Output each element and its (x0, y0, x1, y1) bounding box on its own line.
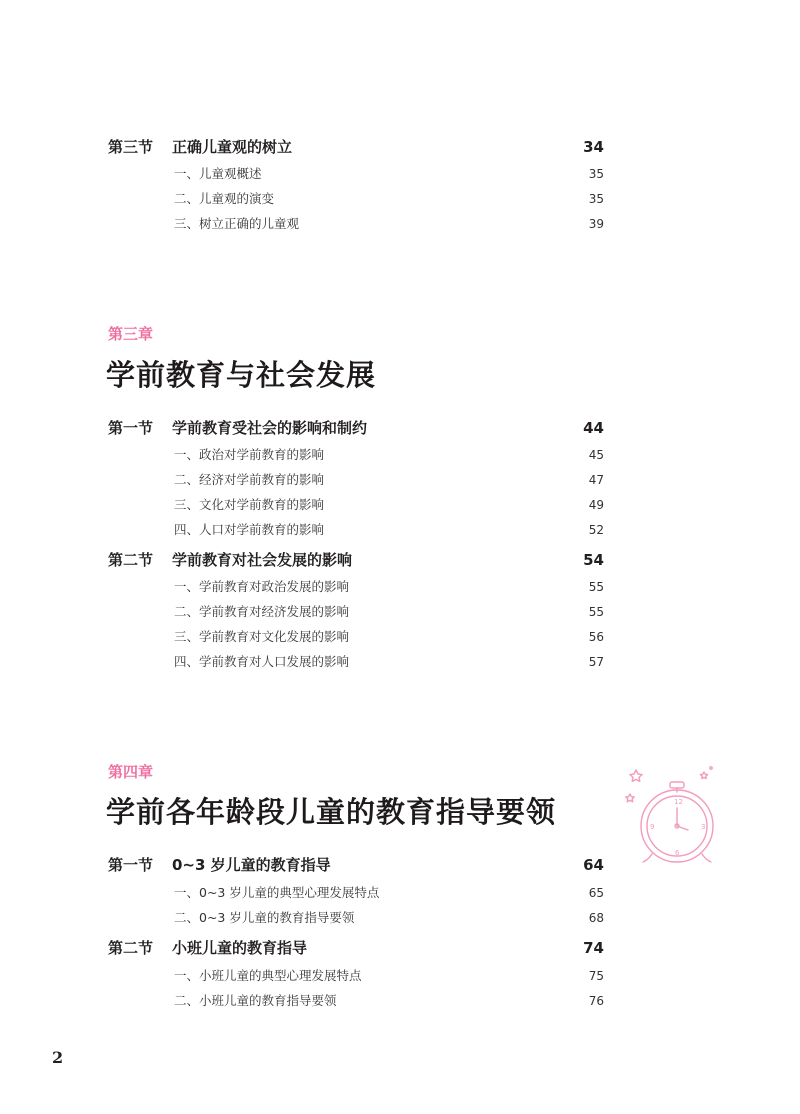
toc-item-row[interactable] (108, 520, 604, 540)
item-page-number: 55 (588, 580, 604, 594)
toc-item-row[interactable] (108, 991, 604, 1011)
item-title: 四、学前教育对人口发展的影响 (174, 654, 350, 669)
section-title: 学前教育受社会的影响和制约 (172, 419, 368, 437)
toc-section-row[interactable] (108, 854, 604, 876)
item-page-number: 76 (588, 994, 604, 1008)
item-title: 一、学前教育对政治发展的影响 (174, 579, 350, 594)
item-page-number: 56 (588, 630, 604, 644)
item-title: 四、人口对学前教育的影响 (174, 522, 325, 537)
toc-item-row[interactable] (108, 627, 604, 647)
svg-text:9: 9 (650, 823, 655, 831)
toc-item-row[interactable] (108, 602, 604, 622)
section-title: 学前教育对社会发展的影响 (172, 551, 353, 569)
item-title: 一、儿童观概述 (174, 166, 262, 181)
section-page-number: 64 (583, 856, 604, 874)
section-title: 正确儿童观的树立 (172, 138, 293, 156)
section-label: 第三节 (108, 138, 154, 156)
item-page-number: 39 (588, 217, 604, 231)
item-title: 三、学前教育对文化发展的影响 (174, 629, 350, 644)
chapter-label: 第四章 (108, 763, 154, 781)
section-label: 第一节 (108, 856, 154, 874)
chapter-title[interactable]: 学前教育与社会发展 (106, 358, 377, 392)
item-page-number: 35 (588, 167, 604, 181)
item-title: 二、小班儿童的教育指导要领 (174, 993, 337, 1008)
item-title: 二、儿童观的演变 (174, 191, 275, 206)
item-page-number: 68 (588, 911, 604, 925)
item-page-number: 45 (588, 448, 604, 462)
chapter-label: 第三章 (108, 325, 154, 343)
svg-text:3: 3 (701, 823, 706, 831)
item-title: 二、学前教育对经济发展的影响 (174, 604, 350, 619)
toc-item-row[interactable] (108, 445, 604, 465)
item-title: 一、政治对学前教育的影响 (174, 447, 325, 462)
svg-text:6: 6 (675, 849, 680, 857)
toc-item-row[interactable] (108, 470, 604, 490)
toc-item-row[interactable] (108, 164, 604, 184)
toc-item-row[interactable] (108, 883, 604, 903)
item-title: 一、0~3 岁儿童的典型心理发展特点 (174, 885, 380, 900)
toc-item-row[interactable] (108, 495, 604, 515)
page-number: 2 (52, 1048, 64, 1067)
section-page-number: 34 (583, 138, 604, 156)
toc-item-row[interactable] (108, 652, 604, 672)
toc-section-row[interactable] (108, 417, 604, 439)
section-label: 第一节 (108, 419, 154, 437)
section-page-number: 54 (583, 551, 604, 569)
item-page-number: 75 (588, 969, 604, 983)
item-page-number: 49 (588, 498, 604, 512)
section-label: 第二节 (108, 939, 154, 957)
section-page-number: 74 (583, 939, 604, 957)
section-page-number: 44 (583, 419, 604, 437)
item-title: 三、文化对学前教育的影响 (174, 497, 325, 512)
toc-item-row[interactable] (108, 189, 604, 209)
item-page-number: 47 (588, 473, 604, 487)
section-title: 小班儿童的教育指导 (172, 939, 308, 957)
toc-item-row[interactable] (108, 577, 604, 597)
section-label: 第二节 (108, 551, 154, 569)
toc-item-row[interactable] (108, 214, 604, 234)
item-title: 二、0~3 岁儿童的教育指导要领 (174, 910, 355, 925)
item-page-number: 52 (588, 523, 604, 537)
item-page-number: 35 (588, 192, 604, 206)
section-title: 0~3 岁儿童的教育指导 (172, 856, 331, 874)
item-title: 三、树立正确的儿童观 (174, 216, 300, 231)
item-page-number: 57 (588, 655, 604, 669)
toc-item-row[interactable] (108, 908, 604, 928)
item-title: 一、小班儿童的典型心理发展特点 (174, 968, 362, 983)
item-page-number: 55 (588, 605, 604, 619)
toc-item-row[interactable] (108, 966, 604, 986)
toc-section-row[interactable] (108, 937, 604, 959)
toc-section-row[interactable] (108, 136, 604, 158)
svg-text:12: 12 (674, 798, 683, 806)
chapter-title[interactable]: 学前各年龄段儿童的教育指导要领 (106, 795, 557, 829)
item-page-number: 65 (588, 886, 604, 900)
item-title: 二、经济对学前教育的影响 (174, 472, 325, 487)
toc-section-row[interactable] (108, 549, 604, 571)
alarm-clock-icon (618, 762, 728, 872)
